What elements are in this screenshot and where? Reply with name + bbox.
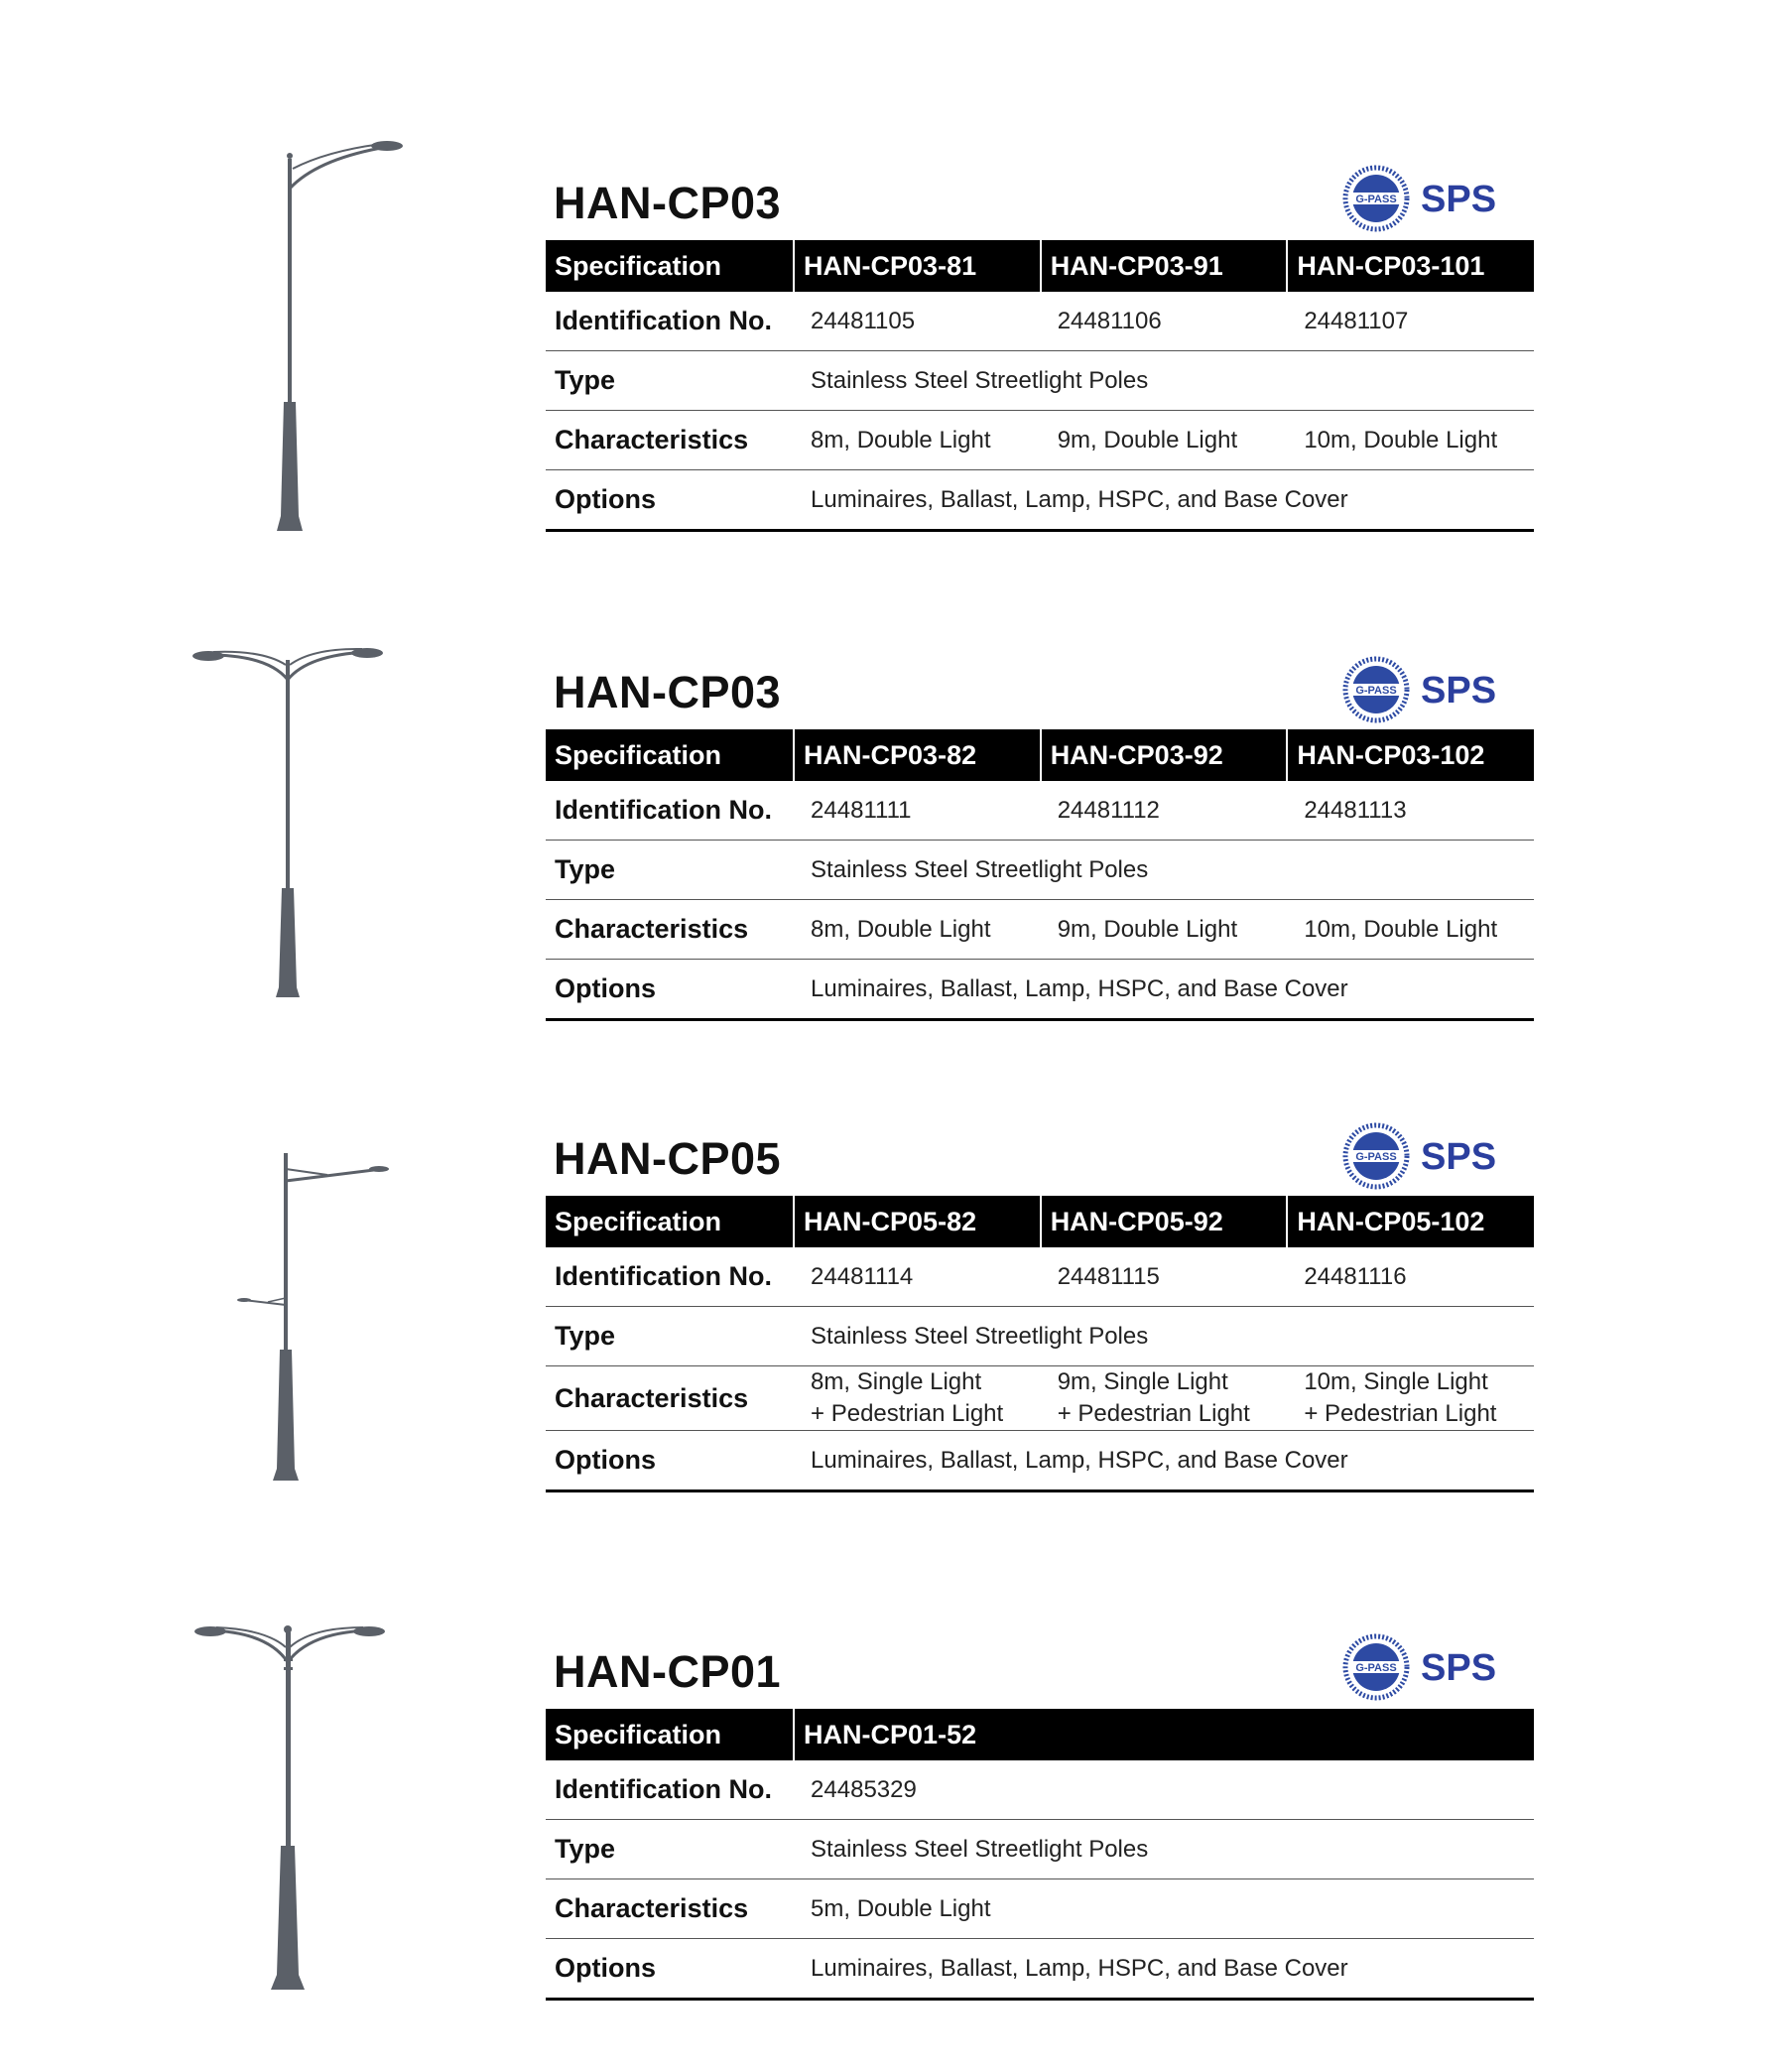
cell-value: 24481115 (1041, 1247, 1288, 1307)
header-cell: HAN-CP03-102 (1287, 729, 1534, 781)
table-row (546, 1760, 1534, 1820)
table-row (546, 1939, 1534, 2000)
table-row (546, 1247, 1534, 1307)
row-label: Identification No. (546, 1247, 794, 1307)
cell-line: 8m, Single Light (811, 1368, 982, 1395)
cell-value: Luminaires, Ballast, Lamp, HSPC, and Base Cover (794, 1431, 1534, 1491)
header-cell: HAN-CP05-102 (1287, 1196, 1534, 1247)
product-title: HAN-CP05 (554, 1133, 782, 1184)
row-label: Characteristics (546, 1879, 794, 1939)
product-title: HAN-CP03 (554, 178, 782, 228)
product-title: HAN-CP03 (554, 667, 782, 717)
row-label: Type (546, 1820, 794, 1879)
row-label: Characteristics (546, 411, 794, 470)
streetlight-pole-with-pedestrian-light-image (169, 1092, 427, 1508)
sps-logo-icon: SPS (1421, 1136, 1497, 1178)
svg-text:G-PASS: G-PASS (1355, 1151, 1397, 1163)
cell-line: + Pedestrian Light (1304, 1400, 1497, 1427)
header-cell: HAN-CP03-81 (794, 240, 1041, 292)
row-label: Identification No. (546, 781, 794, 841)
product-title: HAN-CP01 (554, 1646, 782, 1697)
table-row (546, 1366, 1534, 1431)
streetlight-pole-single-arm-image (169, 129, 427, 546)
header-cell: Specification (546, 729, 794, 781)
table-row (546, 900, 1534, 960)
certification-logos (1341, 1632, 1510, 1702)
table-row (546, 1307, 1534, 1366)
header-cell: Specification (546, 1196, 794, 1247)
table-row (546, 1820, 1534, 1879)
specification-table (546, 729, 1534, 1021)
header-cell: HAN-CP03-92 (1041, 729, 1288, 781)
cell-value: 24485329 (794, 1760, 1534, 1820)
table-row (546, 781, 1534, 841)
row-label: Identification No. (546, 292, 794, 351)
row-label: Options (546, 960, 794, 1020)
table-row (546, 1879, 1534, 1939)
certification-logos (1341, 655, 1510, 724)
cell-value: 24481106 (1041, 292, 1288, 351)
cell-value: Stainless Steel Streetlight Poles (794, 1307, 1534, 1366)
table-header-row (546, 240, 1534, 292)
row-label: Type (546, 351, 794, 411)
product-section-4 (0, 1598, 1772, 2014)
cell-value: 8m, Double Light (794, 900, 1041, 960)
cell-value: 24481107 (1287, 292, 1534, 351)
header-cell: HAN-CP01-52 (794, 1709, 1534, 1760)
table-row (546, 470, 1534, 531)
table-header-row (546, 1709, 1534, 1760)
table-row (546, 411, 1534, 470)
cell-value: Stainless Steel Streetlight Poles (794, 841, 1534, 900)
certification-logos (1341, 164, 1510, 233)
svg-text:G-PASS: G-PASS (1355, 1662, 1397, 1674)
sps-logo-icon: SPS (1421, 670, 1497, 712)
cell-line: 9m, Single Light (1057, 1368, 1228, 1395)
table-row (546, 351, 1534, 411)
cell-value: 24481114 (794, 1247, 1041, 1307)
cell-value: Luminaires, Ballast, Lamp, HSPC, and Base Cover (794, 1939, 1534, 2000)
sps-logo-icon: SPS (1421, 179, 1497, 220)
header-cell: HAN-CP03-91 (1041, 240, 1288, 292)
header-cell: HAN-CP03-82 (794, 729, 1041, 781)
gpass-logo-icon (1345, 168, 1407, 229)
streetlight-pole-double-arm-finial-image (169, 1598, 427, 2014)
table-row (546, 1431, 1534, 1491)
header-cell: Specification (546, 1709, 794, 1760)
cell-line: + Pedestrian Light (811, 1400, 1004, 1427)
gpass-logo-icon (1345, 1125, 1407, 1187)
cell-value: 24481116 (1287, 1247, 1534, 1307)
cell-value (794, 1366, 1041, 1431)
cell-value: 24481113 (1287, 781, 1534, 841)
row-label: Options (546, 470, 794, 531)
cell-value: Stainless Steel Streetlight Poles (794, 351, 1534, 411)
cell-value: 8m, Double Light (794, 411, 1041, 470)
row-label: Characteristics (546, 1366, 794, 1431)
gpass-logo-icon (1345, 659, 1407, 720)
row-label: Characteristics (546, 900, 794, 960)
row-label: Options (546, 1939, 794, 2000)
table-row (546, 960, 1534, 1020)
product-section-1 (0, 129, 1772, 546)
cell-value: 24481112 (1041, 781, 1288, 841)
header-cell: Specification (546, 240, 794, 292)
specification-table (546, 240, 1534, 532)
cell-line: + Pedestrian Light (1057, 1400, 1250, 1427)
header-cell: HAN-CP03-101 (1287, 240, 1534, 292)
cell-value (1041, 1366, 1288, 1431)
specification-table (546, 1709, 1534, 2001)
svg-text:G-PASS: G-PASS (1355, 685, 1397, 697)
cell-line: 10m, Single Light (1304, 1368, 1488, 1395)
row-label: Identification No. (546, 1760, 794, 1820)
certification-logos (1341, 1121, 1510, 1191)
table-row (546, 841, 1534, 900)
table-header-row (546, 1196, 1534, 1247)
gpass-logo-icon (1345, 1636, 1407, 1698)
cell-value: 5m, Double Light (794, 1879, 1534, 1939)
cell-value: 10m, Double Light (1287, 900, 1534, 960)
svg-text:G-PASS: G-PASS (1355, 194, 1397, 205)
cell-value: Luminaires, Ballast, Lamp, HSPC, and Base Cover (794, 470, 1534, 531)
cell-value: 9m, Double Light (1041, 900, 1288, 960)
cell-value: 10m, Double Light (1287, 411, 1534, 470)
sps-logo-icon: SPS (1421, 1647, 1497, 1689)
table-header-row (546, 729, 1534, 781)
product-section-3 (0, 1092, 1772, 1508)
cell-value: Luminaires, Ballast, Lamp, HSPC, and Base Cover (794, 960, 1534, 1020)
specification-table (546, 1196, 1534, 1492)
row-label: Options (546, 1431, 794, 1491)
header-cell: HAN-CP05-82 (794, 1196, 1041, 1247)
product-section-2 (0, 620, 1772, 1037)
header-cell: HAN-CP05-92 (1041, 1196, 1288, 1247)
cell-value: 24481105 (794, 292, 1041, 351)
streetlight-pole-double-arm-image (169, 620, 427, 1037)
row-label: Type (546, 841, 794, 900)
cell-value (1287, 1366, 1534, 1431)
cell-value: Stainless Steel Streetlight Poles (794, 1820, 1534, 1879)
cell-value: 24481111 (794, 781, 1041, 841)
row-label: Type (546, 1307, 794, 1366)
table-row (546, 292, 1534, 351)
cell-value: 9m, Double Light (1041, 411, 1288, 470)
